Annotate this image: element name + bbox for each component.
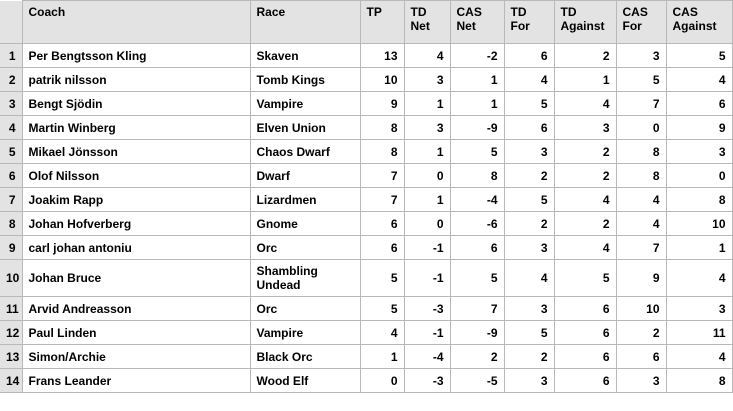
rank-cell: 12 — [0, 321, 22, 345]
race-cell: Black Orc — [250, 345, 360, 369]
column-header-td-net[interactable]: TD Net — [404, 1, 450, 44]
table-row[interactable] — [0, 369, 732, 393]
cas-net-cell: 1 — [450, 92, 504, 116]
column-header-cas-against[interactable]: CAS Against — [666, 1, 732, 44]
cas-against-cell: 1 — [666, 236, 732, 260]
td-for-cell: 6 — [504, 116, 554, 140]
tp-cell: 5 — [360, 260, 404, 297]
td-net-cell: 0 — [404, 212, 450, 236]
rank-cell: 3 — [0, 92, 22, 116]
td-against-cell: 2 — [554, 44, 616, 68]
cas-for-cell: 0 — [616, 116, 666, 140]
cas-against-cell: 4 — [666, 260, 732, 297]
td-against-cell: 2 — [554, 212, 616, 236]
coach-cell: Joakim Rapp — [22, 188, 250, 212]
td-against-cell: 6 — [554, 345, 616, 369]
td-net-cell: 1 — [404, 92, 450, 116]
cas-net-cell: -2 — [450, 44, 504, 68]
td-net-cell: 1 — [404, 140, 450, 164]
td-for-cell: 3 — [504, 236, 554, 260]
table-row[interactable] — [0, 321, 732, 345]
td-net-cell: 0 — [404, 164, 450, 188]
td-against-cell: 4 — [554, 92, 616, 116]
race-cell: Gnome — [250, 212, 360, 236]
cas-net-cell: -9 — [450, 321, 504, 345]
tp-cell: 10 — [360, 68, 404, 92]
td-against-cell: 5 — [554, 260, 616, 297]
tp-cell: 7 — [360, 188, 404, 212]
rank-cell: 7 — [0, 188, 22, 212]
rank-cell: 5 — [0, 140, 22, 164]
td-for-cell: 4 — [504, 260, 554, 297]
cas-against-cell: 11 — [666, 321, 732, 345]
table-row[interactable] — [0, 260, 732, 297]
table-row[interactable] — [0, 140, 732, 164]
cas-against-cell: 4 — [666, 345, 732, 369]
cas-net-cell: 1 — [450, 68, 504, 92]
cas-for-cell: 8 — [616, 164, 666, 188]
cas-against-cell: 10 — [666, 212, 732, 236]
td-net-cell: 3 — [404, 68, 450, 92]
column-header-td-against[interactable]: TD Against — [554, 1, 616, 44]
td-against-cell: 6 — [554, 321, 616, 345]
cas-net-cell: 5 — [450, 260, 504, 297]
race-cell: Wood Elf — [250, 369, 360, 393]
column-header-coach[interactable]: Coach — [22, 1, 250, 44]
tp-cell: 1 — [360, 345, 404, 369]
td-for-cell: 3 — [504, 297, 554, 321]
td-against-cell: 4 — [554, 188, 616, 212]
rank-cell: 1 — [0, 44, 22, 68]
td-net-cell: -4 — [404, 345, 450, 369]
race-cell: Vampire — [250, 92, 360, 116]
td-against-cell: 6 — [554, 369, 616, 393]
tp-cell: 8 — [360, 116, 404, 140]
race-cell: Chaos Dwarf — [250, 140, 360, 164]
coach-cell: Frans Leander — [22, 369, 250, 393]
tp-cell: 9 — [360, 92, 404, 116]
coach-cell: Johan Hofverberg — [22, 212, 250, 236]
td-for-cell: 5 — [504, 188, 554, 212]
cas-net-cell: -4 — [450, 188, 504, 212]
cas-against-cell: 4 — [666, 68, 732, 92]
coach-cell: Olof Nilsson — [22, 164, 250, 188]
table-row[interactable] — [0, 212, 732, 236]
coach-cell: Simon/Archie — [22, 345, 250, 369]
table-row[interactable] — [0, 92, 732, 116]
coach-cell: patrik nilsson — [22, 68, 250, 92]
table-row[interactable] — [0, 188, 732, 212]
column-header-rank — [0, 1, 22, 44]
td-for-cell: 5 — [504, 321, 554, 345]
race-cell: Orc — [250, 297, 360, 321]
tp-cell: 6 — [360, 212, 404, 236]
race-cell: Shambling Undead — [250, 260, 360, 297]
td-against-cell: 3 — [554, 116, 616, 140]
cas-for-cell: 9 — [616, 260, 666, 297]
td-net-cell: 4 — [404, 44, 450, 68]
coach-cell: Per Bengtsson Kling — [22, 44, 250, 68]
table-body — [0, 44, 732, 393]
td-net-cell: 1 — [404, 188, 450, 212]
rank-cell: 13 — [0, 345, 22, 369]
cas-against-cell: 5 — [666, 44, 732, 68]
race-cell: Lizardmen — [250, 188, 360, 212]
cas-against-cell: 0 — [666, 164, 732, 188]
rank-cell: 9 — [0, 236, 22, 260]
column-header-cas-net[interactable]: CAS Net — [450, 1, 504, 44]
cas-net-cell: 6 — [450, 236, 504, 260]
td-for-cell: 2 — [504, 164, 554, 188]
column-header-race[interactable]: Race — [250, 1, 360, 44]
td-against-cell: 4 — [554, 236, 616, 260]
cas-net-cell: 5 — [450, 140, 504, 164]
td-against-cell: 2 — [554, 164, 616, 188]
header-row — [0, 1, 732, 44]
cas-against-cell: 3 — [666, 140, 732, 164]
cas-for-cell: 8 — [616, 140, 666, 164]
tp-cell: 5 — [360, 297, 404, 321]
tp-cell: 0 — [360, 369, 404, 393]
cas-for-cell: 10 — [616, 297, 666, 321]
coach-cell: Bengt Sjödin — [22, 92, 250, 116]
tp-cell: 13 — [360, 44, 404, 68]
coach-cell: carl johan antoniu — [22, 236, 250, 260]
cas-for-cell: 4 — [616, 212, 666, 236]
cas-for-cell: 2 — [616, 321, 666, 345]
cas-against-cell: 8 — [666, 369, 732, 393]
column-header-tp[interactable]: TP — [360, 1, 404, 44]
tp-cell: 7 — [360, 164, 404, 188]
td-net-cell: -3 — [404, 297, 450, 321]
td-net-cell: -1 — [404, 321, 450, 345]
rank-cell: 14 — [0, 369, 22, 393]
cas-for-cell: 5 — [616, 68, 666, 92]
td-net-cell: -1 — [404, 260, 450, 297]
coach-cell: Johan Bruce — [22, 260, 250, 297]
cas-for-cell: 3 — [616, 369, 666, 393]
coach-cell: Paul Linden — [22, 321, 250, 345]
td-for-cell: 3 — [504, 140, 554, 164]
race-cell: Orc — [250, 236, 360, 260]
table-row[interactable] — [0, 116, 732, 140]
cas-net-cell: 7 — [450, 297, 504, 321]
coach-cell: Mikael Jönsson — [22, 140, 250, 164]
cas-net-cell: 2 — [450, 345, 504, 369]
td-net-cell: 3 — [404, 116, 450, 140]
td-for-cell: 4 — [504, 68, 554, 92]
race-cell: Tomb Kings — [250, 68, 360, 92]
rank-cell: 6 — [0, 164, 22, 188]
cas-for-cell: 3 — [616, 44, 666, 68]
td-against-cell: 6 — [554, 297, 616, 321]
column-header-td-for[interactable]: TD For — [504, 1, 554, 44]
table-row[interactable] — [0, 236, 732, 260]
td-for-cell: 6 — [504, 44, 554, 68]
cas-for-cell: 4 — [616, 188, 666, 212]
tp-cell: 8 — [360, 140, 404, 164]
table-row[interactable] — [0, 345, 732, 369]
cas-for-cell: 7 — [616, 236, 666, 260]
td-against-cell: 1 — [554, 68, 616, 92]
table-row[interactable] — [0, 44, 732, 68]
table-header — [0, 1, 732, 44]
rank-cell: 8 — [0, 212, 22, 236]
cas-for-cell: 6 — [616, 345, 666, 369]
cas-against-cell: 8 — [666, 188, 732, 212]
tp-cell: 6 — [360, 236, 404, 260]
cas-for-cell: 7 — [616, 92, 666, 116]
td-for-cell: 2 — [504, 345, 554, 369]
tp-cell: 4 — [360, 321, 404, 345]
rank-cell: 10 — [0, 260, 22, 297]
rank-cell: 11 — [0, 297, 22, 321]
td-for-cell: 3 — [504, 369, 554, 393]
td-for-cell: 5 — [504, 92, 554, 116]
race-cell: Elven Union — [250, 116, 360, 140]
cas-against-cell: 6 — [666, 92, 732, 116]
td-against-cell: 2 — [554, 140, 616, 164]
cas-against-cell: 9 — [666, 116, 732, 140]
table-row[interactable] — [0, 164, 732, 188]
race-cell: Vampire — [250, 321, 360, 345]
cas-net-cell: 8 — [450, 164, 504, 188]
table-row[interactable] — [0, 297, 732, 321]
cas-net-cell: -5 — [450, 369, 504, 393]
table-row[interactable] — [0, 68, 732, 92]
coach-cell: Arvid Andreasson — [22, 297, 250, 321]
rank-cell: 2 — [0, 68, 22, 92]
cas-net-cell: -9 — [450, 116, 504, 140]
td-net-cell: -3 — [404, 369, 450, 393]
rank-cell: 4 — [0, 116, 22, 140]
cas-net-cell: -6 — [450, 212, 504, 236]
race-cell: Skaven — [250, 44, 360, 68]
race-cell: Dwarf — [250, 164, 360, 188]
column-header-cas-for[interactable]: CAS For — [616, 1, 666, 44]
td-for-cell: 2 — [504, 212, 554, 236]
coach-cell: Martin Winberg — [22, 116, 250, 140]
td-net-cell: -1 — [404, 236, 450, 260]
cas-against-cell: 3 — [666, 297, 732, 321]
